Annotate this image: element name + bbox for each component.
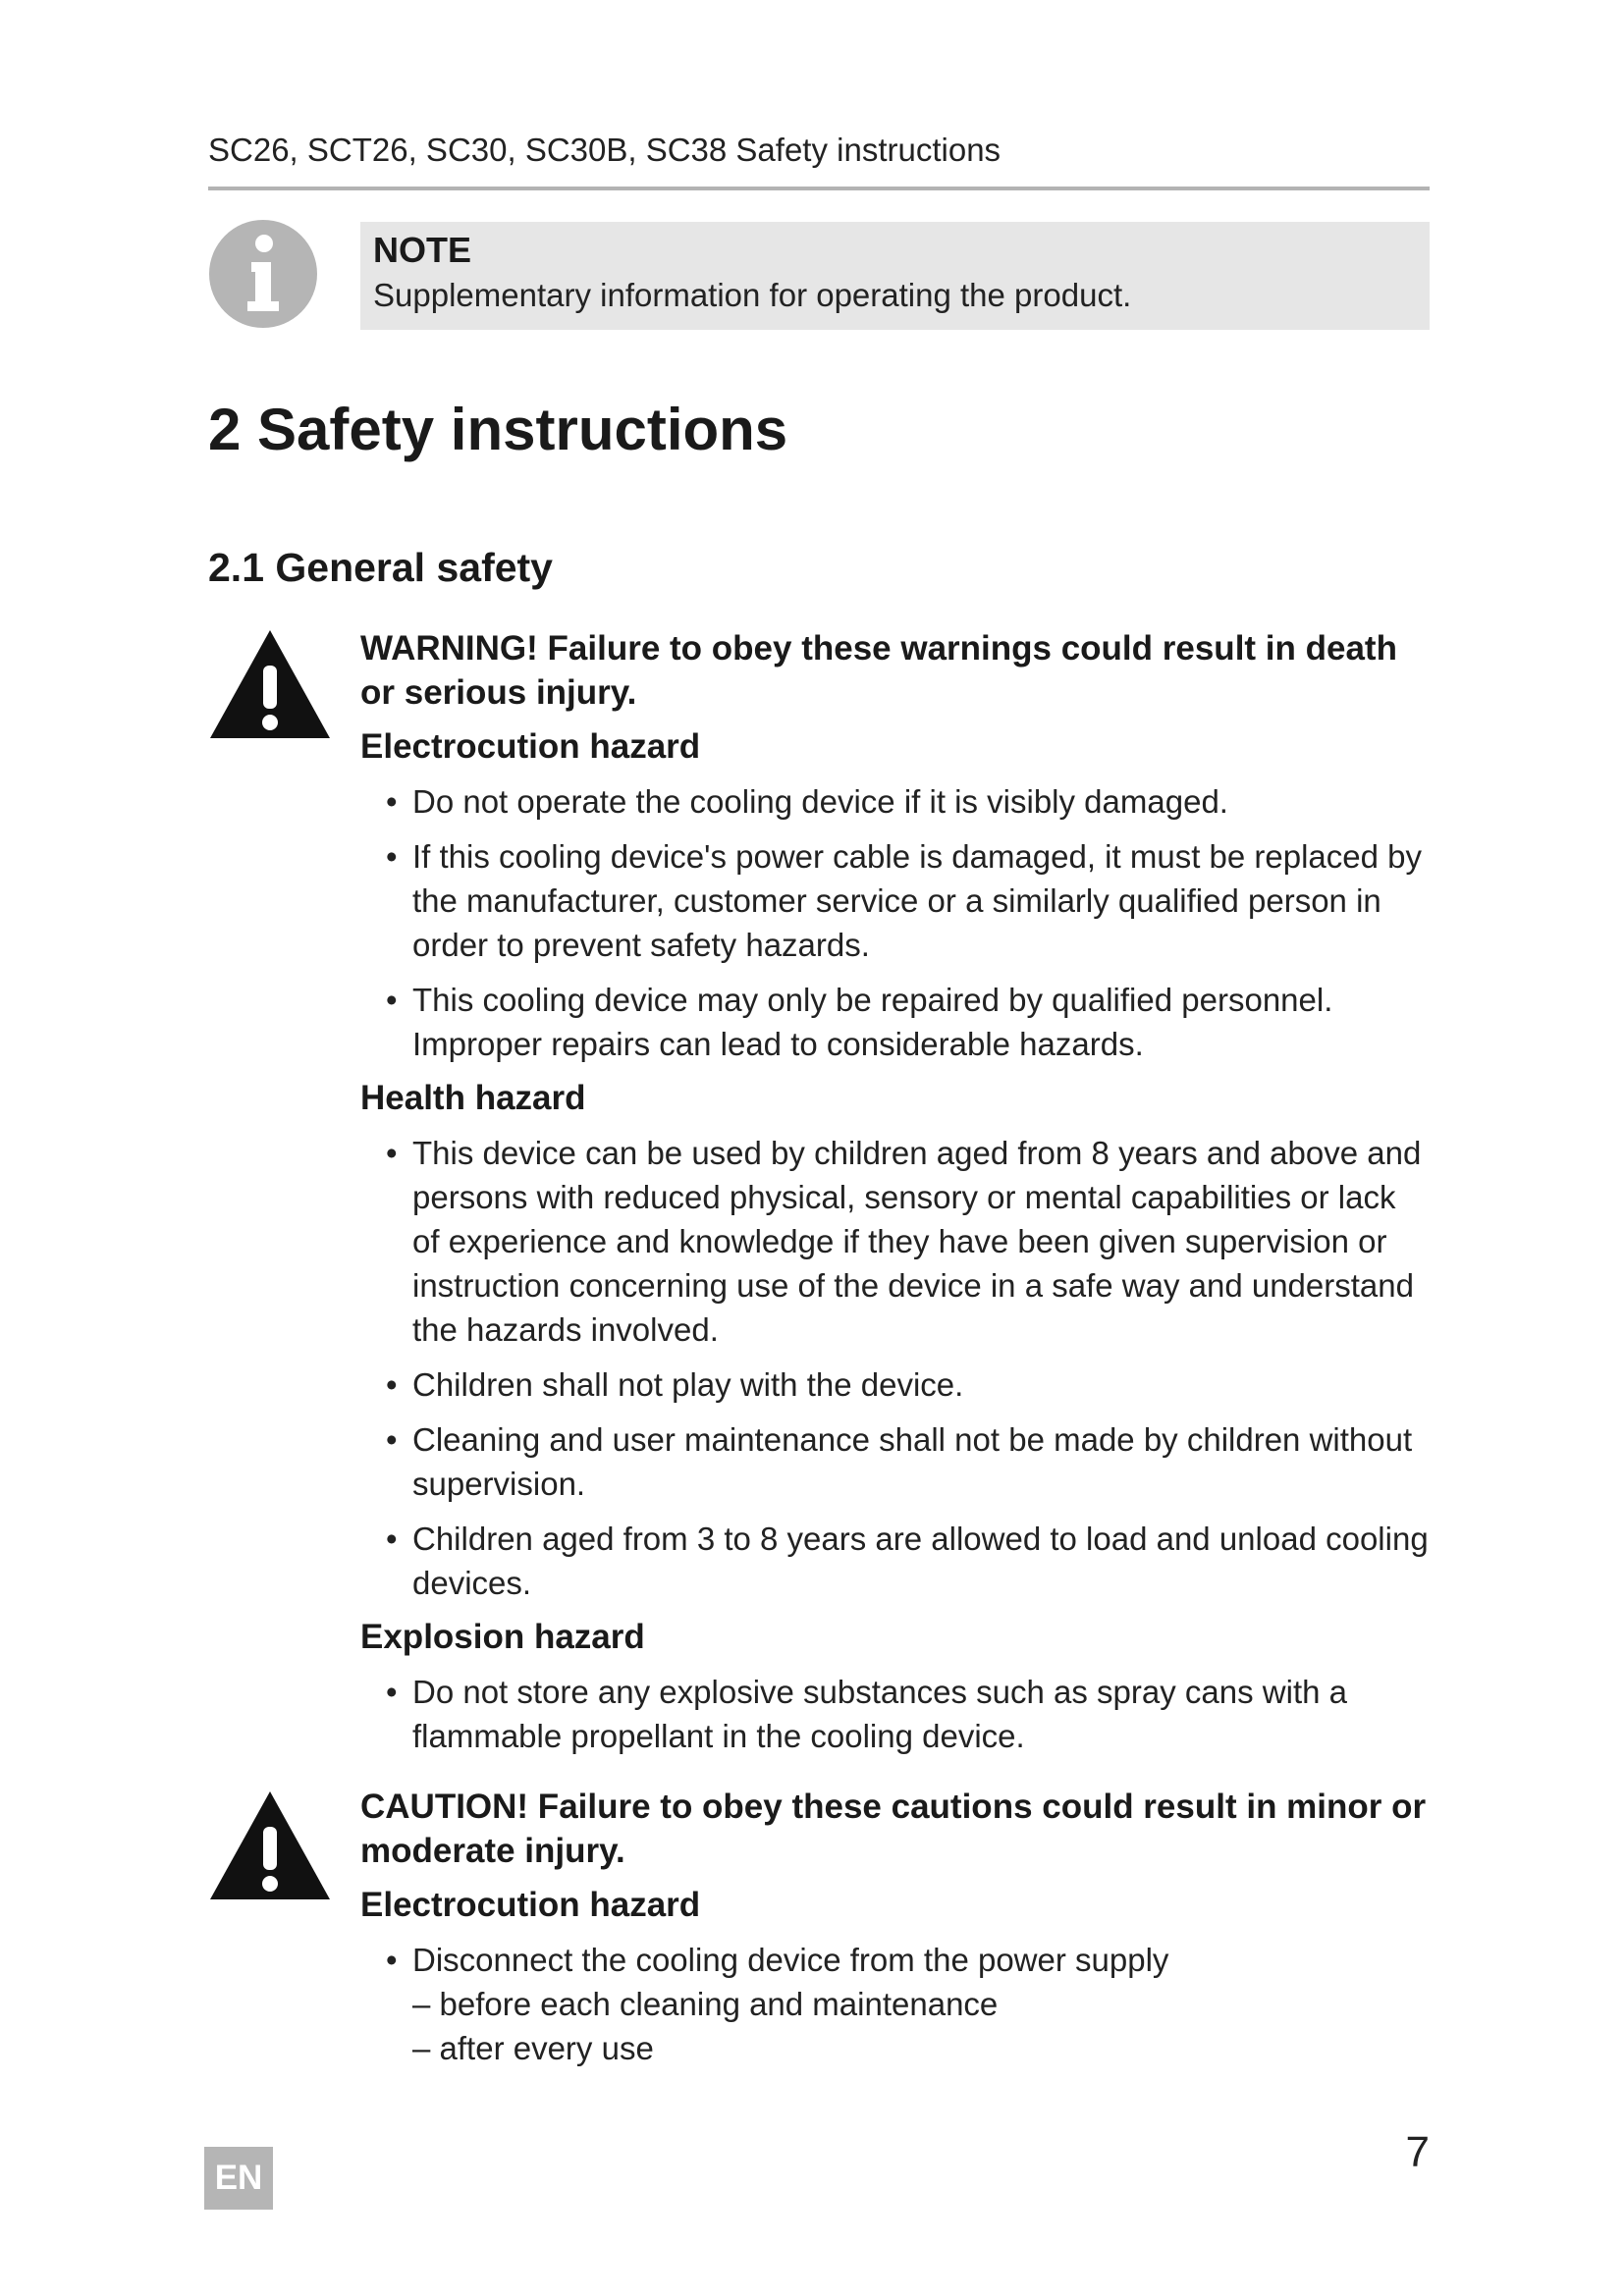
list-item: • Do not store any explosive substances such as spray cans with a flammable propellant in the cooling device. xyxy=(360,1670,1431,1758)
list-item: • This cooling device may only be repaired by qualified personnel. Improper repairs can lead to considerable hazards. xyxy=(360,978,1431,1066)
section-title: 2.1 General safety xyxy=(208,545,553,590)
language-badge: EN xyxy=(204,2147,273,2210)
hazard-list xyxy=(360,1131,1431,1605)
sub-list xyxy=(360,1982,1431,2070)
running-header: SC26, SCT26, SC30, SC30B, SC38 Safety instructions xyxy=(208,132,1430,190)
hazard-list xyxy=(360,779,1431,1066)
sub-list-item: – after every use xyxy=(412,2030,654,2066)
note-text: Supplementary information for operating the product. xyxy=(373,277,1132,313)
note-title: NOTE xyxy=(373,230,472,270)
caution-block xyxy=(360,1785,1431,2070)
hazard-title-electrocution: Electrocution hazard xyxy=(360,727,701,766)
sub-list-item: – before each cleaning and maintenance xyxy=(412,1986,999,2022)
warning-triangle-icon xyxy=(208,628,332,740)
caution-signal: CAUTION! Failure to obey these cautions could result in minor or moderate injury. xyxy=(360,1788,1427,1870)
hazard-list xyxy=(360,1938,1431,1982)
hazard-title-explosion: Explosion hazard xyxy=(360,1618,645,1656)
warning-block xyxy=(360,626,1431,1758)
list-item: • This device can be used by children aged from 8 years and above and persons with reduced physical, sensory or mental capabilities or lack of experience and knowledge if they have been given supervision or instruction concerning use of the device in a safe way and understand the hazards involved. xyxy=(360,1131,1431,1352)
list-item: • Children shall not play with the device. xyxy=(360,1362,1431,1407)
list-item: • Do not operate the cooling device if it is visibly damaged. xyxy=(360,779,1431,824)
chapter-title: 2 Safety instructions xyxy=(208,397,788,462)
hazard-list xyxy=(360,1670,1431,1758)
list-item: • If this cooling device's power cable is damaged, it must be replaced by the manufacturer, customer service or a similarly qualified person in order to prevent safety hazards. xyxy=(360,834,1431,967)
page-number: 7 xyxy=(1405,2128,1430,2176)
hazard-title-electrocution: Electrocution hazard xyxy=(360,1886,701,1924)
list-item: • Cleaning and user maintenance shall not be made by children without supervision. xyxy=(360,1417,1431,1506)
list-item: • Children aged from 3 to 8 years are allowed to load and unload cooling devices. xyxy=(360,1517,1431,1605)
warning-triangle-icon xyxy=(208,1789,332,1901)
note-box xyxy=(360,222,1430,330)
hazard-title-health: Health hazard xyxy=(360,1079,586,1117)
info-icon xyxy=(208,219,318,329)
list-item: • Disconnect the cooling device from the power supply xyxy=(360,1938,1431,1982)
warning-signal: WARNING! Failure to obey these warnings could result in death or serious injury. xyxy=(360,629,1397,712)
